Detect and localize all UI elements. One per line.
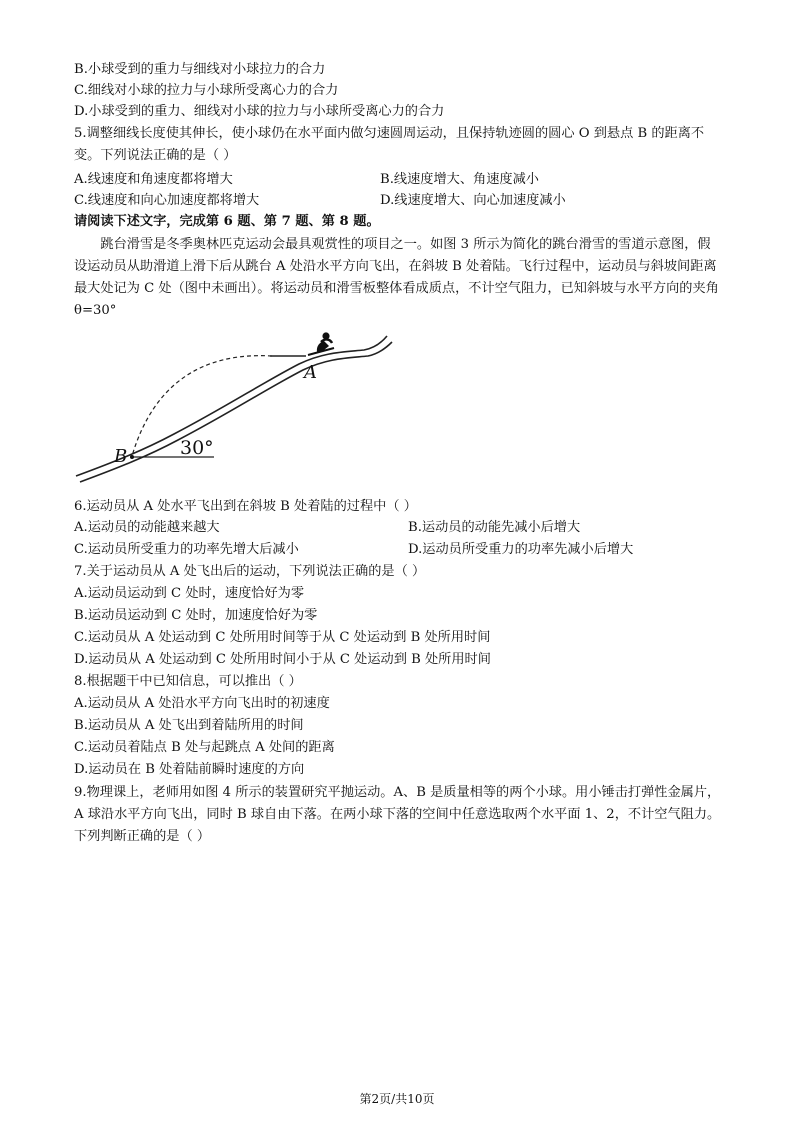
q6-option-d: D.运动员所受重力的功率先减小后增大 (408, 542, 634, 557)
q9-stem: 9.物理课上，老师用如图 4 所示的装置研究平抛运动。A、B 是质量相等的两个小球。用小锤击打弹性金属片，A 球沿水平方向飞出，同时 B 球自由下落。在两小球下落的空间中任意选取两个水平面 1、2，不计空气阻力。下列判断正确的是（ ） (74, 785, 721, 844)
label-a: A (304, 362, 317, 383)
q5-stem: 5.调整细线长度使其伸长，使小球仍在水平面内做匀速圆周运动，且保持轨迹圆的圆心 O 到悬点 B 的距离不变。下列说法正确的是（ ） (74, 126, 705, 163)
q7-option-c: C.运动员从 A 处运动到 C 处所用时间等于从 C 处运动到 B 处所用时间 (74, 630, 491, 645)
q5-option-b: B.线速度增大、角速度减小 (380, 172, 539, 187)
q8-option-d: D.运动员在 B 处着陆前瞬时速度的方向 (74, 762, 305, 777)
passage-heading: 请阅读下述文字，完成第 6 题、第 7 题、第 8 题。 (74, 214, 380, 229)
q7-option-d: D.运动员从 A 处运动到 C 处所用时间小于从 C 处运动到 B 处所用时间 (74, 652, 491, 667)
q6-option-c: C.运动员所受重力的功率先增大后减小 (74, 542, 299, 557)
skier-icon (308, 332, 334, 355)
q5-option-d: D.线速度增大、向心加速度减小 (380, 193, 566, 208)
passage-text: 跳台滑雪是冬季奥林匹克运动会最具观赏性的项目之一。如图 3 所示为简化的跳台滑雪的雪道示意图，假设运动员从助滑道上滑下后从跳台 A 处沿水平方向飞出，在斜坡 B 处着陆。飞行过程中，运动员与斜坡间距离最大处记为 C 处（图中未画出）。将运动员和滑雪板整体看成质点，不计空气阻力，已知斜坡与水平方向的夹角 θ=30° (74, 237, 719, 318)
q7-option-b: B.运动员运动到 C 处时，加速度恰好为零 (74, 608, 318, 623)
q7-stem: 7.关于运动员从 A 处飞出后的运动，下列说法正确的是（ ） (74, 564, 426, 579)
q8-option-a: A.运动员从 A 处沿水平方向飞出时的初速度 (74, 696, 330, 711)
ski-jump-diagram (74, 322, 394, 492)
q7-option-a: A.运动员运动到 C 处时，速度恰好为零 (74, 586, 305, 601)
q8-stem: 8.根据题干中已知信息，可以推出（ ） (74, 674, 302, 689)
angle-label: 30° (180, 437, 214, 459)
q4-option-c: C.细线对小球的拉力与小球所受离心力的合力 (74, 83, 339, 98)
q8-option-b: B.运动员从 A 处飞出到着陆所用的时间 (74, 718, 304, 733)
page-number: 第2页/共10页 (359, 1092, 435, 1106)
q4-option-b: B.小球受到的重力与细线对小球拉力的合力 (74, 62, 326, 77)
q4-option-d: D.小球受到的重力、细线对小球的拉力与小球所受离心力的合力 (74, 104, 445, 119)
q6-option-b: B.运动员的动能先减小后增大 (408, 520, 581, 535)
q5-option-a: A.线速度和角速度都将增大 (74, 172, 233, 187)
q6-stem: 6.运动员从 A 处水平飞出到在斜坡 B 处着陆的过程中（ ） (74, 499, 417, 514)
q5-option-c: C.线速度和向心加速度都将增大 (74, 193, 260, 208)
label-b: B (114, 446, 128, 467)
q6-option-a: A.运动员的动能越来越大 (74, 520, 220, 535)
point-b-dot (130, 455, 134, 459)
q8-option-c: C.运动员着陆点 B 处与起跳点 A 处间的距离 (74, 740, 335, 755)
